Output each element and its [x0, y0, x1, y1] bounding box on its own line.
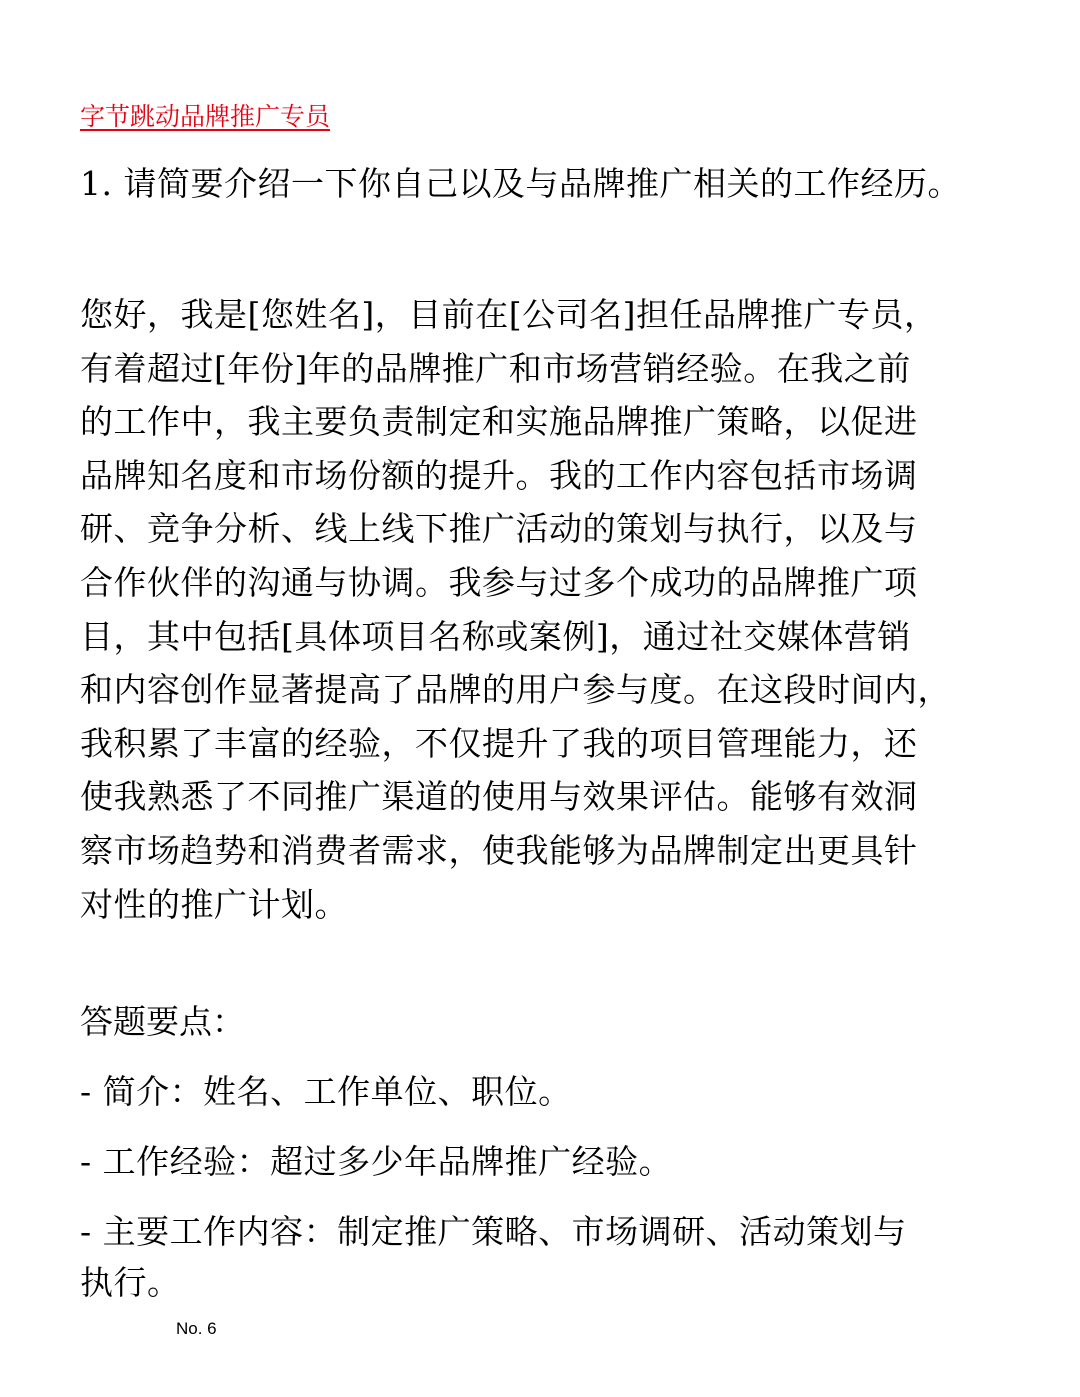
key-point-item-continuation: 执行。 — [80, 1263, 181, 1302]
key-points-title: 答题要点： — [80, 1002, 245, 1041]
answer-line: 有着超过[年份]年的品牌推广和市场营销经验。在我之前 — [80, 348, 911, 388]
key-point-item: - 简介：姓名、工作单位、职位。 — [80, 1072, 572, 1111]
answer-line: 的工作中，我主要负责制定和实施品牌推广策略，以促进 — [80, 402, 918, 442]
answer-line: 对性的推广计划。 — [80, 884, 348, 924]
answer-line: 研、竞争分析、线上线下推广活动的策划与执行，以及与 — [80, 509, 918, 549]
answer-line: 我积累了丰富的经验，不仅提升了我的项目管理能力，还 — [80, 723, 918, 763]
key-point-item: - 主要工作内容：制定推广策略、市场调研、活动策划与 — [80, 1212, 907, 1251]
document-header-title: 字节跳动品牌推广专员 — [80, 102, 331, 131]
question-text: 1. 请简要介绍一下你自己以及与品牌推广相关的工作经历。 — [80, 164, 961, 203]
answer-line: 您好，我是[您姓名]，目前在[公司名]担任品牌推广专员， — [80, 295, 938, 334]
key-point-item: - 工作经验：超过多少年品牌推广经验。 — [80, 1142, 673, 1181]
answer-line: 和内容创作显著提高了品牌的用户参与度。在这段时间内， — [80, 670, 951, 710]
answer-paragraph — [80, 288, 1040, 931]
answer-line: 合作伙伴的沟通与协调。我参与过多个成功的品牌推广项 — [80, 562, 918, 602]
answer-line: 使我熟悉了不同推广渠道的使用与效果评估。能够有效洞 — [80, 777, 918, 817]
answer-line: 品牌知名度和市场份额的提升。我的工作内容包括市场调 — [80, 455, 918, 495]
answer-line: 目，其中包括[具体项目名称或案例]，通过社交媒体营销 — [80, 616, 911, 656]
answer-line: 察市场趋势和消费者需求，使我能够为品牌制定出更具针 — [80, 830, 918, 870]
page-number: No. 6 — [176, 1319, 217, 1338]
